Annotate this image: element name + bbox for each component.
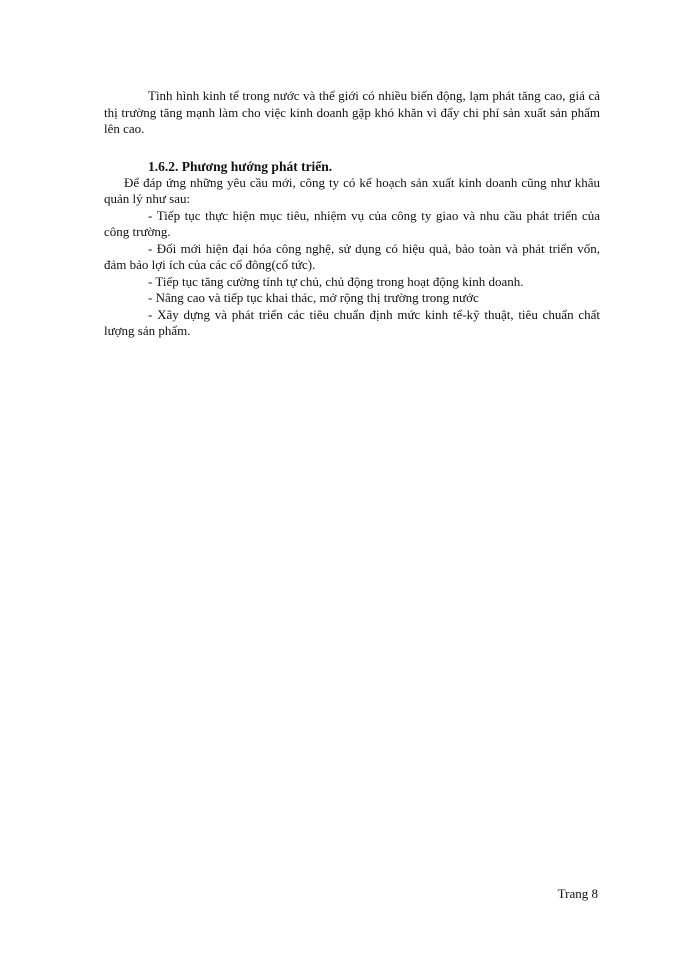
- document-body: [104, 88, 600, 340]
- section-heading: 1.6.2. Phương hướng phát triển.: [148, 158, 333, 174]
- page-number: Trang 8: [557, 886, 598, 901]
- list-item: - Nâng cao và tiếp tục khai thác, mở rộng thị trường trong nước: [148, 290, 479, 305]
- list-item: - Đổi mới hiện đại hóa công nghệ, sử dụng có hiệu quả, bảo toàn và phát triển vốn, đảm bảo lợi ích của các cổ đông(cổ tức).: [104, 240, 600, 272]
- list-item: - Tiếp tục tăng cường tính tự chủ, chủ động trong hoạt động kinh doanh.: [148, 273, 524, 289]
- list-item: - Tiếp tục thực hiện mục tiêu, nhiệm vụ của công ty giao và nhu cầu phát triển của công trường.: [104, 207, 600, 239]
- intro-paragraph: Tình hình kinh tế trong nước và thế giới có nhiều biến động, lạm phát tăng cao, giá cả thị trường tăng mạnh làm cho việc kinh doanh gặp khó khăn vì đẩy chi phí sản xuất sản phẩm lên cao.: [104, 88, 600, 136]
- section-intro-paragraph: Để đáp ứng những yêu cầu mới, công ty có kế hoạch sản xuất kinh doanh cũng như khâu quản lý như sau:: [104, 174, 600, 206]
- list-item: - Xây dựng và phát triển các tiêu chuẩn định mức kinh tế-kỹ thuật, tiêu chuẩn chất lượng sản phẩm.: [104, 306, 600, 338]
